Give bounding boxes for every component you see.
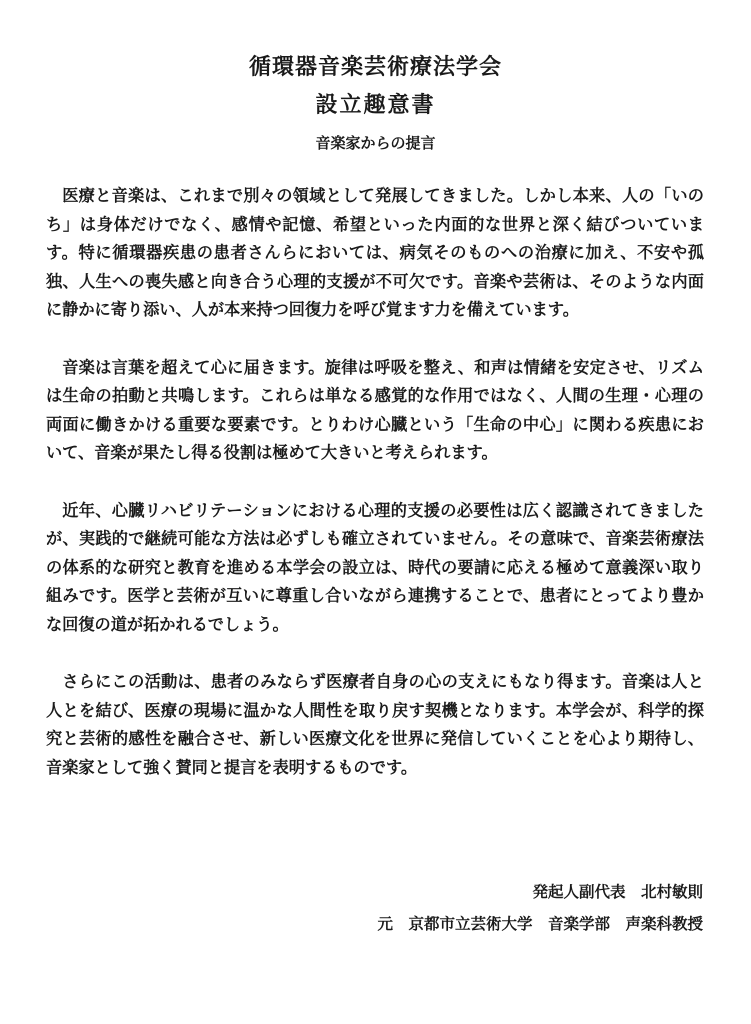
signature-name: 発起人副代表 北村敏則 — [532, 882, 703, 901]
document-title: 設立趣意書 — [315, 92, 436, 118]
paragraph-1: 医療と音楽は、これまで別々の領域として発展してきました。しかし本来、人の「いのち」は身体だけでなく、感情や記憶、希望といった内面的な世界と深く結びついています。特に循環器疾患の患者さんらにおいては、病気そのものへの治療に加え、不安や孤独、人生への喪失感と向き合う心理的支援が不可欠です。音楽や芸術は、そのような内面に静かに寄り添い、人が本来持つ回復力を呼び覚ます力を備えています。 — [46, 186, 704, 320]
paragraph-4: さらにこの活動は、患者のみならず医療者自身の心の支えにもなり得ます。音楽は人と人とを結び、医療の現場に温かな人間性を取り戻す契機となります。本学会が、科学的探究と芸術的感性を融合させ、新しい医療文化を世界に発信していくことを心より期待し、音楽家として強く賛同と提言を表明するものです。 — [46, 672, 704, 777]
document-subtitle: 音楽家からの提言 — [315, 134, 436, 152]
signature-affiliation: 元 京都市立芸術大学 音楽学部 声楽科教授 — [377, 914, 703, 933]
paragraph-3: 近年、心臓リハビリテーションにおける心理的支援の必要性は広く認識されてきましたが、実践的で継続可能な方法は必ずしも確立されていません。その意味で、音楽芸術療法の体系的な研究と教育を進める本学会の設立は、時代の要請に応える極めて意義深い取り組みです。医学と芸術が互いに尊重し合いながら連携することで、患者にとってより豊かな回復の道が拓かれるでしょう。 — [46, 500, 704, 634]
signature-block — [377, 876, 703, 940]
paragraph-2: 音楽は言葉を超えて心に届きます。旋律は呼吸を整え、和声は情緒を安定させ、リズムは生命の拍動と共鳴します。これらは単なる感覚的な作用ではなく、人間の生理・心理の両面に働きかける重要な要素です。とりわけ心臓という「生命の中心」に関わる疾患において、音楽が果たし得る役割は極めて大きいと考えられます。 — [46, 357, 704, 463]
organization-name: 循環器音楽芸術療法学会 — [248, 54, 502, 80]
document-body — [46, 182, 704, 811]
